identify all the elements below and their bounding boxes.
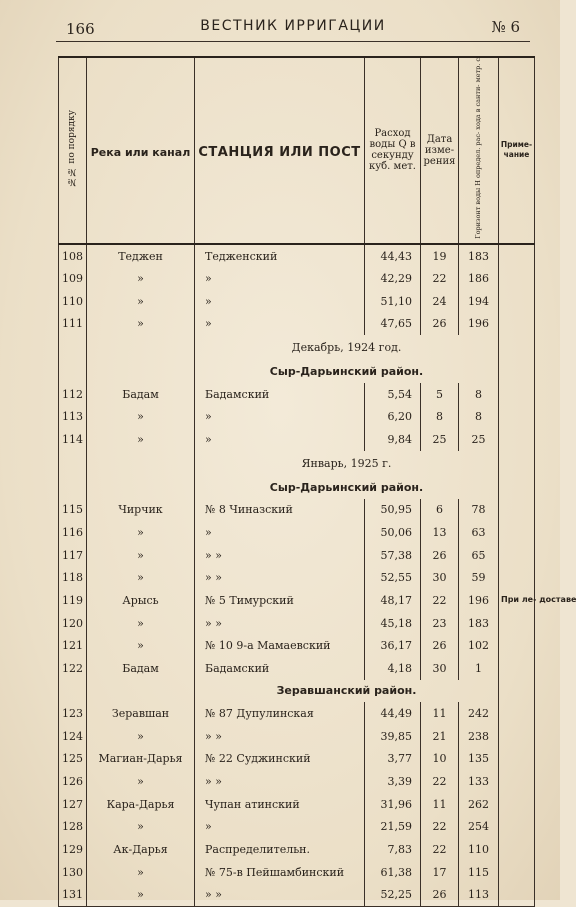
station-name: » » [195,883,365,906]
river-name: » [87,770,195,793]
station-name: № 10 9-а Мамаевский [195,634,365,657]
row-number: 116 [59,521,87,544]
table-row [59,406,535,429]
measurement-date: 19 [421,244,459,268]
river-name: » [87,406,195,429]
measurement-date: 11 [421,702,459,725]
table-row [59,566,535,589]
measurement-date: 22 [421,770,459,793]
river-name: Зеравшан [87,702,195,725]
measurements-table [58,56,576,907]
flow-value: 9,84 [365,428,421,451]
water-level: 186 [459,267,499,290]
note [499,770,535,793]
row-number: 112 [59,383,87,406]
river-name: » [87,883,195,906]
table-row [59,383,535,406]
table-header-row [59,57,535,244]
empty-cell [59,335,87,360]
river-name: Бадам [87,383,195,406]
water-level: 78 [459,499,499,522]
river-name: » [87,612,195,635]
measurement-date: 26 [421,883,459,906]
row-number: 127 [59,793,87,816]
water-level: 63 [459,521,499,544]
station-name: » » [195,770,365,793]
flow-value: 51,10 [365,290,421,313]
month-heading-row [59,451,535,476]
month-heading-row [59,335,535,360]
water-level: 135 [459,748,499,771]
note [499,313,535,336]
empty-cell [499,476,535,499]
note [499,883,535,906]
note: При ле- доставе [499,589,535,612]
table-body [59,244,576,907]
row-number: 118 [59,566,87,589]
river-name: » [87,544,195,567]
flow-value: 3,39 [365,770,421,793]
river-name: » [87,313,195,336]
measurement-date: 22 [421,838,459,861]
measurement-date: 22 [421,815,459,838]
empty-cell [59,360,87,383]
river-name: » [87,861,195,884]
flow-value: 52,55 [365,566,421,589]
empty-cell [499,680,535,703]
table-row [59,267,535,290]
row-number: 110 [59,290,87,313]
district-heading: Зеравшанский район. [195,680,499,703]
running-head [62,16,524,40]
note [499,521,535,544]
station-name: » [195,290,365,313]
measurement-date: 13 [421,521,459,544]
station-name: » » [195,612,365,635]
empty-cell [59,680,87,703]
station-name: № 5 Тимурский [195,589,365,612]
row-number: 120 [59,612,87,635]
row-number: 122 [59,657,87,680]
table-row [59,702,535,725]
flow-value: 42,29 [365,267,421,290]
row-number: 129 [59,838,87,861]
water-level: 194 [459,290,499,313]
station-name: № 22 Суджинский [195,748,365,771]
measurement-date: 26 [421,544,459,567]
flow-value: 50,95 [365,499,421,522]
measurement-date: 30 [421,566,459,589]
flow-value: 3,77 [365,748,421,771]
table-row [59,725,535,748]
station-name: Тедженский [195,244,365,268]
water-level: 25 [459,428,499,451]
empty-cell [87,680,195,703]
row-number: 125 [59,748,87,771]
station-name: » [195,815,365,838]
measurement-date: 22 [421,589,459,612]
station-name: » [195,521,365,544]
flow-value: 57,38 [365,544,421,567]
station-name: » » [195,544,365,567]
station-name: Распределительн. [195,838,365,861]
measurement-date: 24 [421,290,459,313]
river-name: Бадам [87,657,195,680]
river-name: Кара-Дарья [87,793,195,816]
water-level: 8 [459,383,499,406]
flow-value: 5,54 [365,383,421,406]
district-heading-row [59,476,535,499]
column-header-river: Река или канал [87,57,195,244]
station-name: » » [195,566,365,589]
river-name: Арысь [87,589,195,612]
flow-value: 31,96 [365,793,421,816]
measurement-date: 6 [421,499,459,522]
station-name: № 75-в Пейшамбинский [195,861,365,884]
measurement-date: 26 [421,634,459,657]
table-row [59,861,535,884]
water-level: 113 [459,883,499,906]
flow-value: 7,83 [365,838,421,861]
column-header-note: Приме- чание [499,57,535,244]
empty-cell [87,476,195,499]
row-number: 108 [59,244,87,268]
river-name: Ак-Дарья [87,838,195,861]
row-number: 119 [59,589,87,612]
flow-value: 39,85 [365,725,421,748]
table-row [59,612,535,635]
header-rule [56,41,530,42]
flow-value: 44,43 [365,244,421,268]
column-header-flow: Расход воды Q в секунду куб. мет. [365,57,421,244]
row-number: 109 [59,267,87,290]
note [499,499,535,522]
water-level: 110 [459,838,499,861]
note [499,815,535,838]
month-heading: Декабрь, 1924 год. [195,335,499,360]
flow-value: 44,49 [365,702,421,725]
table-row [59,815,535,838]
district-heading: Сыр-Дарьинский район. [195,360,499,383]
flow-value: 21,59 [365,815,421,838]
station-name: » [195,406,365,429]
flow-value: 47,65 [365,313,421,336]
water-level: 65 [459,544,499,567]
station-name: » [195,313,365,336]
row-number: 114 [59,428,87,451]
measurement-date: 10 [421,748,459,771]
row-number: 128 [59,815,87,838]
water-level: 8 [459,406,499,429]
table-row [59,313,535,336]
note [499,793,535,816]
station-name: » [195,267,365,290]
station-name: » » [195,725,365,748]
empty-cell [59,451,87,476]
measurement-date: 30 [421,657,459,680]
row-number: 131 [59,883,87,906]
empty-cell [59,476,87,499]
flow-value: 61,38 [365,861,421,884]
river-name: » [87,267,195,290]
row-number: 126 [59,770,87,793]
district-heading-row [59,680,535,703]
note [499,244,535,268]
river-name: Чирчик [87,499,195,522]
table-row [59,770,535,793]
empty-cell [87,335,195,360]
measurement-date: 26 [421,313,459,336]
river-name: » [87,815,195,838]
column-header-date: Дата изме- рения [421,57,459,244]
flow-value: 4,18 [365,657,421,680]
river-name: » [87,725,195,748]
journal-title: ВЕСТНИК ИРРИГАЦИИ [200,18,386,34]
table-row [59,883,535,906]
water-level: 183 [459,612,499,635]
measurement-date: 11 [421,793,459,816]
flow-value: 6,20 [365,406,421,429]
measurement-date: 5 [421,383,459,406]
table-row [59,657,535,680]
table-row [59,748,535,771]
measurement-date: 23 [421,612,459,635]
water-level: 115 [459,861,499,884]
empty-cell [87,451,195,476]
measurement-date: 21 [421,725,459,748]
river-name: » [87,521,195,544]
note [499,657,535,680]
station-name: » [195,428,365,451]
station-name: Бадамский [195,657,365,680]
flow-value: 50,06 [365,521,421,544]
river-name: Магиан-Дарья [87,748,195,771]
row-number: 111 [59,313,87,336]
table-row [59,521,535,544]
note [499,428,535,451]
note [499,838,535,861]
water-level: 196 [459,589,499,612]
table-row [59,428,535,451]
column-header-num: №№ по порядку [59,57,87,244]
water-level: 196 [459,313,499,336]
water-level: 59 [459,566,499,589]
table-row [59,244,535,268]
row-number: 130 [59,861,87,884]
row-number: 113 [59,406,87,429]
note [499,612,535,635]
flow-value: 52,25 [365,883,421,906]
flow-value: 48,17 [365,589,421,612]
note [499,748,535,771]
station-name: № 8 Чиназский [195,499,365,522]
water-level: 1 [459,657,499,680]
note [499,290,535,313]
table-row [59,838,535,861]
water-level: 133 [459,770,499,793]
river-name: » [87,290,195,313]
empty-cell [87,360,195,383]
note [499,544,535,567]
measurement-date: 8 [421,406,459,429]
note [499,267,535,290]
table-row [59,634,535,657]
note [499,383,535,406]
water-level: 183 [459,244,499,268]
table-row [59,589,535,612]
table-row [59,499,535,522]
river-name: » [87,566,195,589]
river-name: Теджен [87,244,195,268]
note [499,861,535,884]
station-name: Бадамский [195,383,365,406]
empty-cell [499,360,535,383]
river-name: » [87,634,195,657]
column-header-station: СТАНЦИЯ ИЛИ ПОСТ [195,57,365,244]
water-level: 254 [459,815,499,838]
flow-value: 36,17 [365,634,421,657]
table-row [59,793,535,816]
river-name: » [87,428,195,451]
page-number: 166 [66,20,95,38]
note [499,725,535,748]
month-heading: Январь, 1925 г. [195,451,499,476]
note [499,702,535,725]
station-name: № 87 Дупулинская [195,702,365,725]
empty-cell [499,335,535,360]
empty-cell [499,451,535,476]
row-number: 115 [59,499,87,522]
water-level: 238 [459,725,499,748]
note [499,634,535,657]
table-row [59,290,535,313]
district-heading: Сыр-Дарьинский район. [195,476,499,499]
table-row [59,544,535,567]
measurement-date: 25 [421,428,459,451]
water-level: 242 [459,702,499,725]
row-number: 123 [59,702,87,725]
flow-value: 45,18 [365,612,421,635]
column-header-level: Горизонт воды Н определ. рас- хода в санти- метр. с [459,57,499,244]
water-level: 102 [459,634,499,657]
row-number: 121 [59,634,87,657]
water-level: 262 [459,793,499,816]
measurement-date: 22 [421,267,459,290]
station-name: Чупан атинский [195,793,365,816]
district-heading-row [59,360,535,383]
issue-number: № 6 [491,18,520,36]
row-number: 124 [59,725,87,748]
note [499,406,535,429]
note [499,566,535,589]
measurement-date: 17 [421,861,459,884]
row-number: 117 [59,544,87,567]
